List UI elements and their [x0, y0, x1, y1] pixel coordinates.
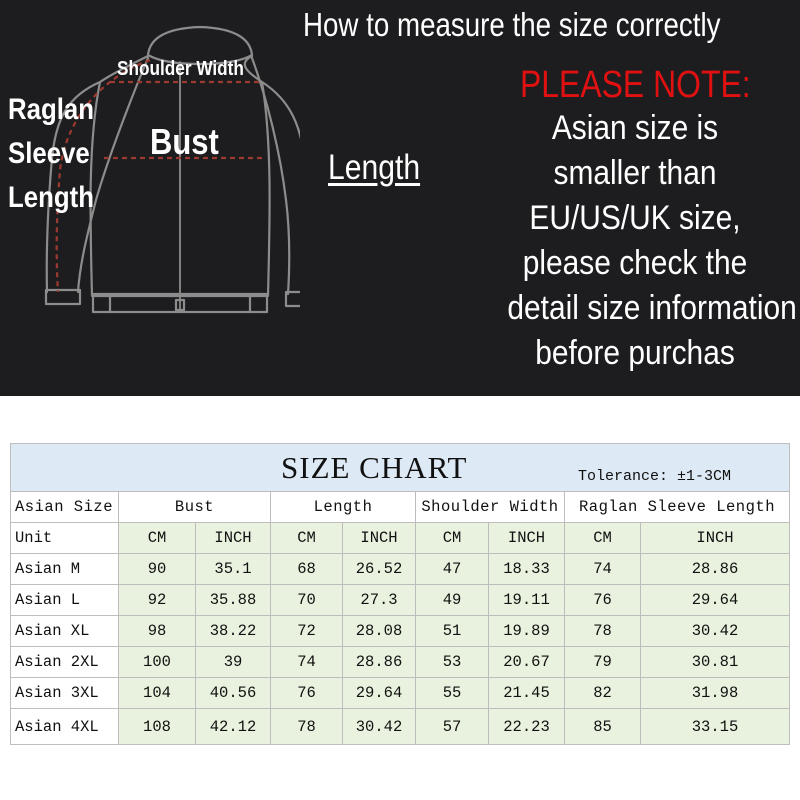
table-cell: 30.42 — [343, 709, 416, 745]
table-cell: 19.89 — [489, 616, 565, 647]
unit-cell: INCH — [489, 523, 565, 554]
table-cell: 26.52 — [343, 554, 416, 585]
shoulder-width-label: Shoulder Width — [117, 58, 244, 80]
table-cell: 21.45 — [489, 678, 565, 709]
table-cell: 19.11 — [489, 585, 565, 616]
size-label: Asian 2XL — [11, 647, 119, 678]
table-cell: 30.81 — [641, 647, 790, 678]
table-cell: 33.15 — [641, 709, 790, 745]
column-header: Shoulder Width — [416, 492, 565, 523]
table-cell: 100 — [119, 647, 196, 678]
table-cell: 108 — [119, 709, 196, 745]
table-cell: 38.22 — [196, 616, 271, 647]
table-row — [11, 554, 790, 585]
table-cell: 22.23 — [489, 709, 565, 745]
note-line: detail size information — [507, 289, 797, 327]
measurement-guide — [0, 0, 800, 396]
length-label: Length — [328, 148, 421, 187]
raglan-label-line: Length — [8, 181, 94, 214]
chart-title-cell — [11, 444, 790, 492]
table-cell: 31.98 — [641, 678, 790, 709]
table-cell: 98 — [119, 616, 196, 647]
table-cell: 29.64 — [641, 585, 790, 616]
table-cell: 18.33 — [489, 554, 565, 585]
note-line: Asian size is — [551, 109, 719, 147]
table-cell: 28.08 — [343, 616, 416, 647]
table-cell: 76 — [271, 678, 343, 709]
note-line: smaller than — [553, 154, 717, 192]
table-cell: 47 — [416, 554, 489, 585]
guide-heading: How to measure the size correctly — [303, 6, 721, 43]
note-line: EU/US/UK size, — [529, 199, 741, 237]
unit-cell: CM — [119, 523, 196, 554]
unit-cell: INCH — [343, 523, 416, 554]
chart-header-row — [11, 492, 790, 523]
table-cell: 35.1 — [196, 554, 271, 585]
size-label: Asian L — [11, 585, 119, 616]
table-cell: 92 — [119, 585, 196, 616]
table-cell: 70 — [271, 585, 343, 616]
table-cell: 74 — [565, 554, 641, 585]
table-cell: 78 — [565, 616, 641, 647]
table-cell: 39 — [196, 647, 271, 678]
size-label: Asian 3XL — [11, 678, 119, 709]
table-cell: 28.86 — [641, 554, 790, 585]
unit-label: Unit — [11, 523, 119, 554]
unit-cell: CM — [416, 523, 489, 554]
table-cell: 57 — [416, 709, 489, 745]
table-cell: 28.86 — [343, 647, 416, 678]
bust-label: Bust — [150, 121, 219, 162]
size-label: Asian XL — [11, 616, 119, 647]
note-title: PLEASE NOTE: — [520, 64, 751, 106]
unit-cell: INCH — [196, 523, 271, 554]
note-line: please check the — [522, 244, 748, 282]
column-header: Asian Size — [11, 492, 119, 523]
table-cell: 55 — [416, 678, 489, 709]
column-header: Bust — [119, 492, 271, 523]
size-chart-table — [10, 443, 790, 745]
table-cell: 76 — [565, 585, 641, 616]
table-cell: 82 — [565, 678, 641, 709]
table-cell: 53 — [416, 647, 489, 678]
unit-row — [11, 523, 790, 554]
raglan-sleeve-length-label — [8, 88, 94, 220]
table-cell: 68 — [271, 554, 343, 585]
table-row — [11, 647, 790, 678]
raglan-label-line: Sleeve — [8, 137, 90, 170]
table-cell: 104 — [119, 678, 196, 709]
table-row — [11, 678, 790, 709]
size-label: Asian 4XL — [11, 709, 119, 745]
table-cell: 27.3 — [343, 585, 416, 616]
table-cell: 29.64 — [343, 678, 416, 709]
table-cell: 72 — [271, 616, 343, 647]
unit-cell: INCH — [641, 523, 790, 554]
table-cell: 90 — [119, 554, 196, 585]
tolerance-note: Tolerance: ±1-3CM — [578, 468, 732, 485]
table-cell: 74 — [271, 647, 343, 678]
table-row — [11, 709, 790, 745]
chart-title-row — [11, 444, 790, 492]
raglan-label-line: Raglan — [8, 93, 95, 126]
table-cell: 20.67 — [489, 647, 565, 678]
table-cell: 35.88 — [196, 585, 271, 616]
note-body — [507, 106, 797, 376]
table-cell: 49 — [416, 585, 489, 616]
table-cell: 30.42 — [641, 616, 790, 647]
column-header: Raglan Sleeve Length — [565, 492, 790, 523]
table-cell: 40.56 — [196, 678, 271, 709]
column-header: Length — [271, 492, 416, 523]
note-line: before purchas — [535, 334, 735, 372]
size-label: Asian M — [11, 554, 119, 585]
unit-cell: CM — [271, 523, 343, 554]
table-cell: 42.12 — [196, 709, 271, 745]
table-row — [11, 585, 790, 616]
table-cell: 85 — [565, 709, 641, 745]
table-cell: 51 — [416, 616, 489, 647]
unit-cell: CM — [565, 523, 641, 554]
table-cell: 78 — [271, 709, 343, 745]
table-cell: 79 — [565, 647, 641, 678]
table-row — [11, 616, 790, 647]
size-chart-title: SIZE CHART — [281, 450, 468, 485]
